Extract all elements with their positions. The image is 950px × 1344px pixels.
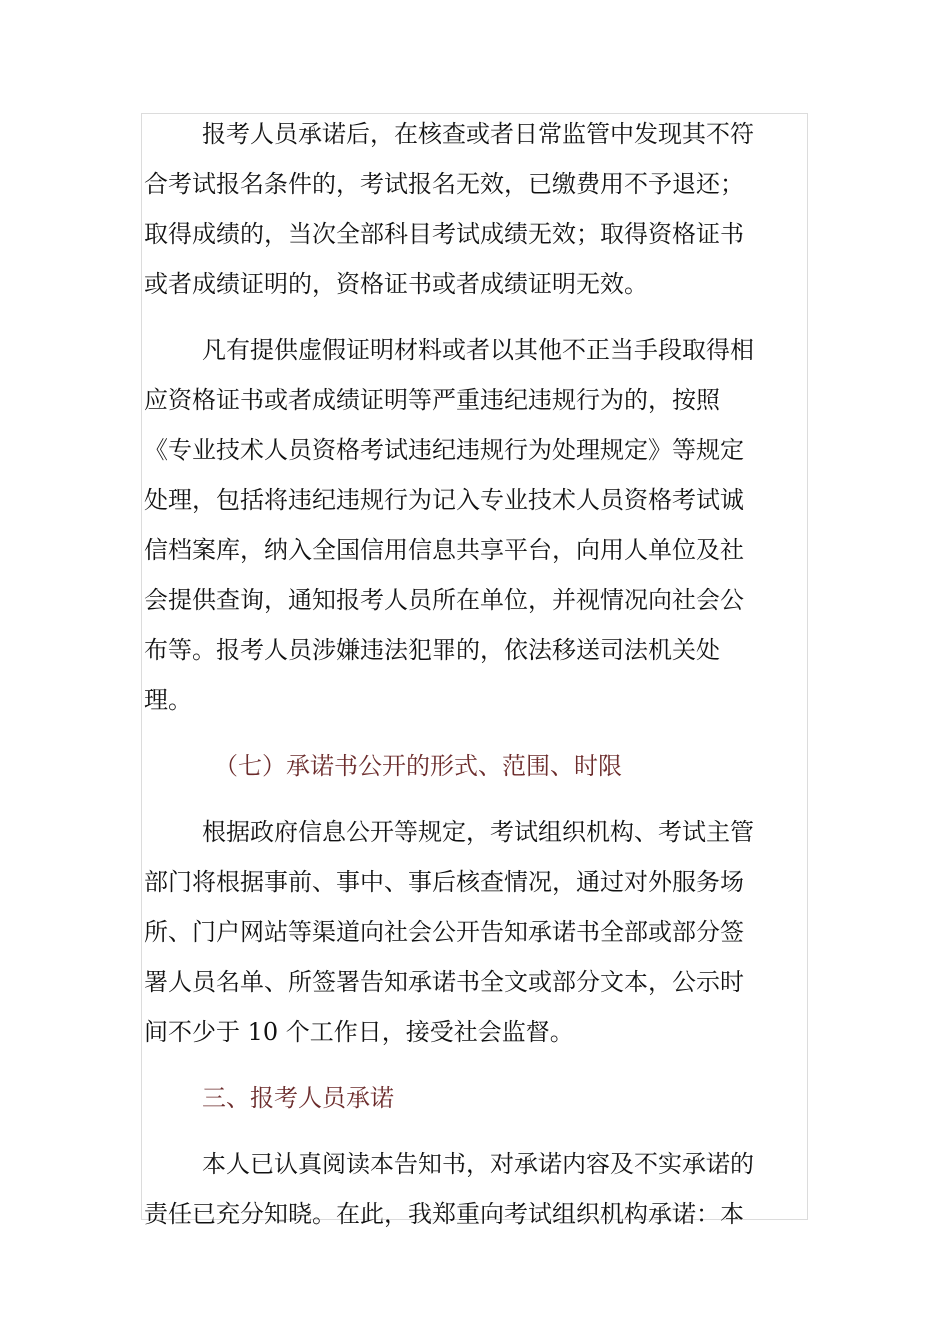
paragraph-violations xyxy=(144,325,794,725)
section-heading-7: （七）承诺书公开的形式、范围、时限 xyxy=(214,752,622,780)
text-line: 取得成绩的，当次全部科目考试成绩无效；取得资格证书 xyxy=(144,220,744,248)
text-line: 处理，包括将违纪违规行为记入专业技术人员资格考试诚 xyxy=(144,486,744,514)
paragraph-commitment xyxy=(144,1139,794,1239)
text-line: 间不少于 10 个工作日，接受社会监督。 xyxy=(144,1018,574,1046)
text-line: 应资格证书或者成绩证明等严重违纪违规行为的，按照 xyxy=(144,386,720,414)
text-line: 理。 xyxy=(144,686,192,714)
text-line: 信档案库，纳入全国信用信息共享平台，向用人单位及社 xyxy=(144,536,744,564)
text-line: 会提供查询，通知报考人员所在单位，并视情况向社会公 xyxy=(144,586,744,614)
text-line: 《专业技术人员资格考试违纪违规行为处理规定》等规定 xyxy=(144,436,744,464)
text-line: 布等。报考人员涉嫌违法犯罪的，依法移送司法机关处 xyxy=(144,636,720,664)
text-line: 或者成绩证明的，资格证书或者成绩证明无效。 xyxy=(144,270,648,298)
text-line: 合考试报名条件的，考试报名无效，已缴费用不予退还； xyxy=(144,170,744,198)
text-line: 责任已充分知晓。在此，我郑重向考试组织机构承诺：本 xyxy=(144,1200,744,1228)
text-line: 本人已认真阅读本告知书，对承诺内容及不实承诺的 xyxy=(202,1150,754,1178)
text-line: 署人员名单、所签署告知承诺书全文或部分文本，公示时 xyxy=(144,968,744,996)
text-line: 根据政府信息公开等规定，考试组织机构、考试主管 xyxy=(202,818,754,846)
document-body xyxy=(144,109,794,1255)
text-line: 凡有提供虚假证明材料或者以其他不正当手段取得相 xyxy=(202,336,754,364)
text-line: 报考人员承诺后，在核查或者日常监管中发现其不符 xyxy=(202,120,754,148)
paragraph-invalidation xyxy=(144,109,794,309)
paragraph-disclosure xyxy=(144,807,794,1057)
section-heading-3: 三、报考人员承诺 xyxy=(202,1084,394,1112)
text-line: 部门将根据事前、事中、事后核查情况，通过对外服务场 xyxy=(144,868,744,896)
text-line: 所、门户网站等渠道向社会公开告知承诺书全部或部分签 xyxy=(144,918,744,946)
